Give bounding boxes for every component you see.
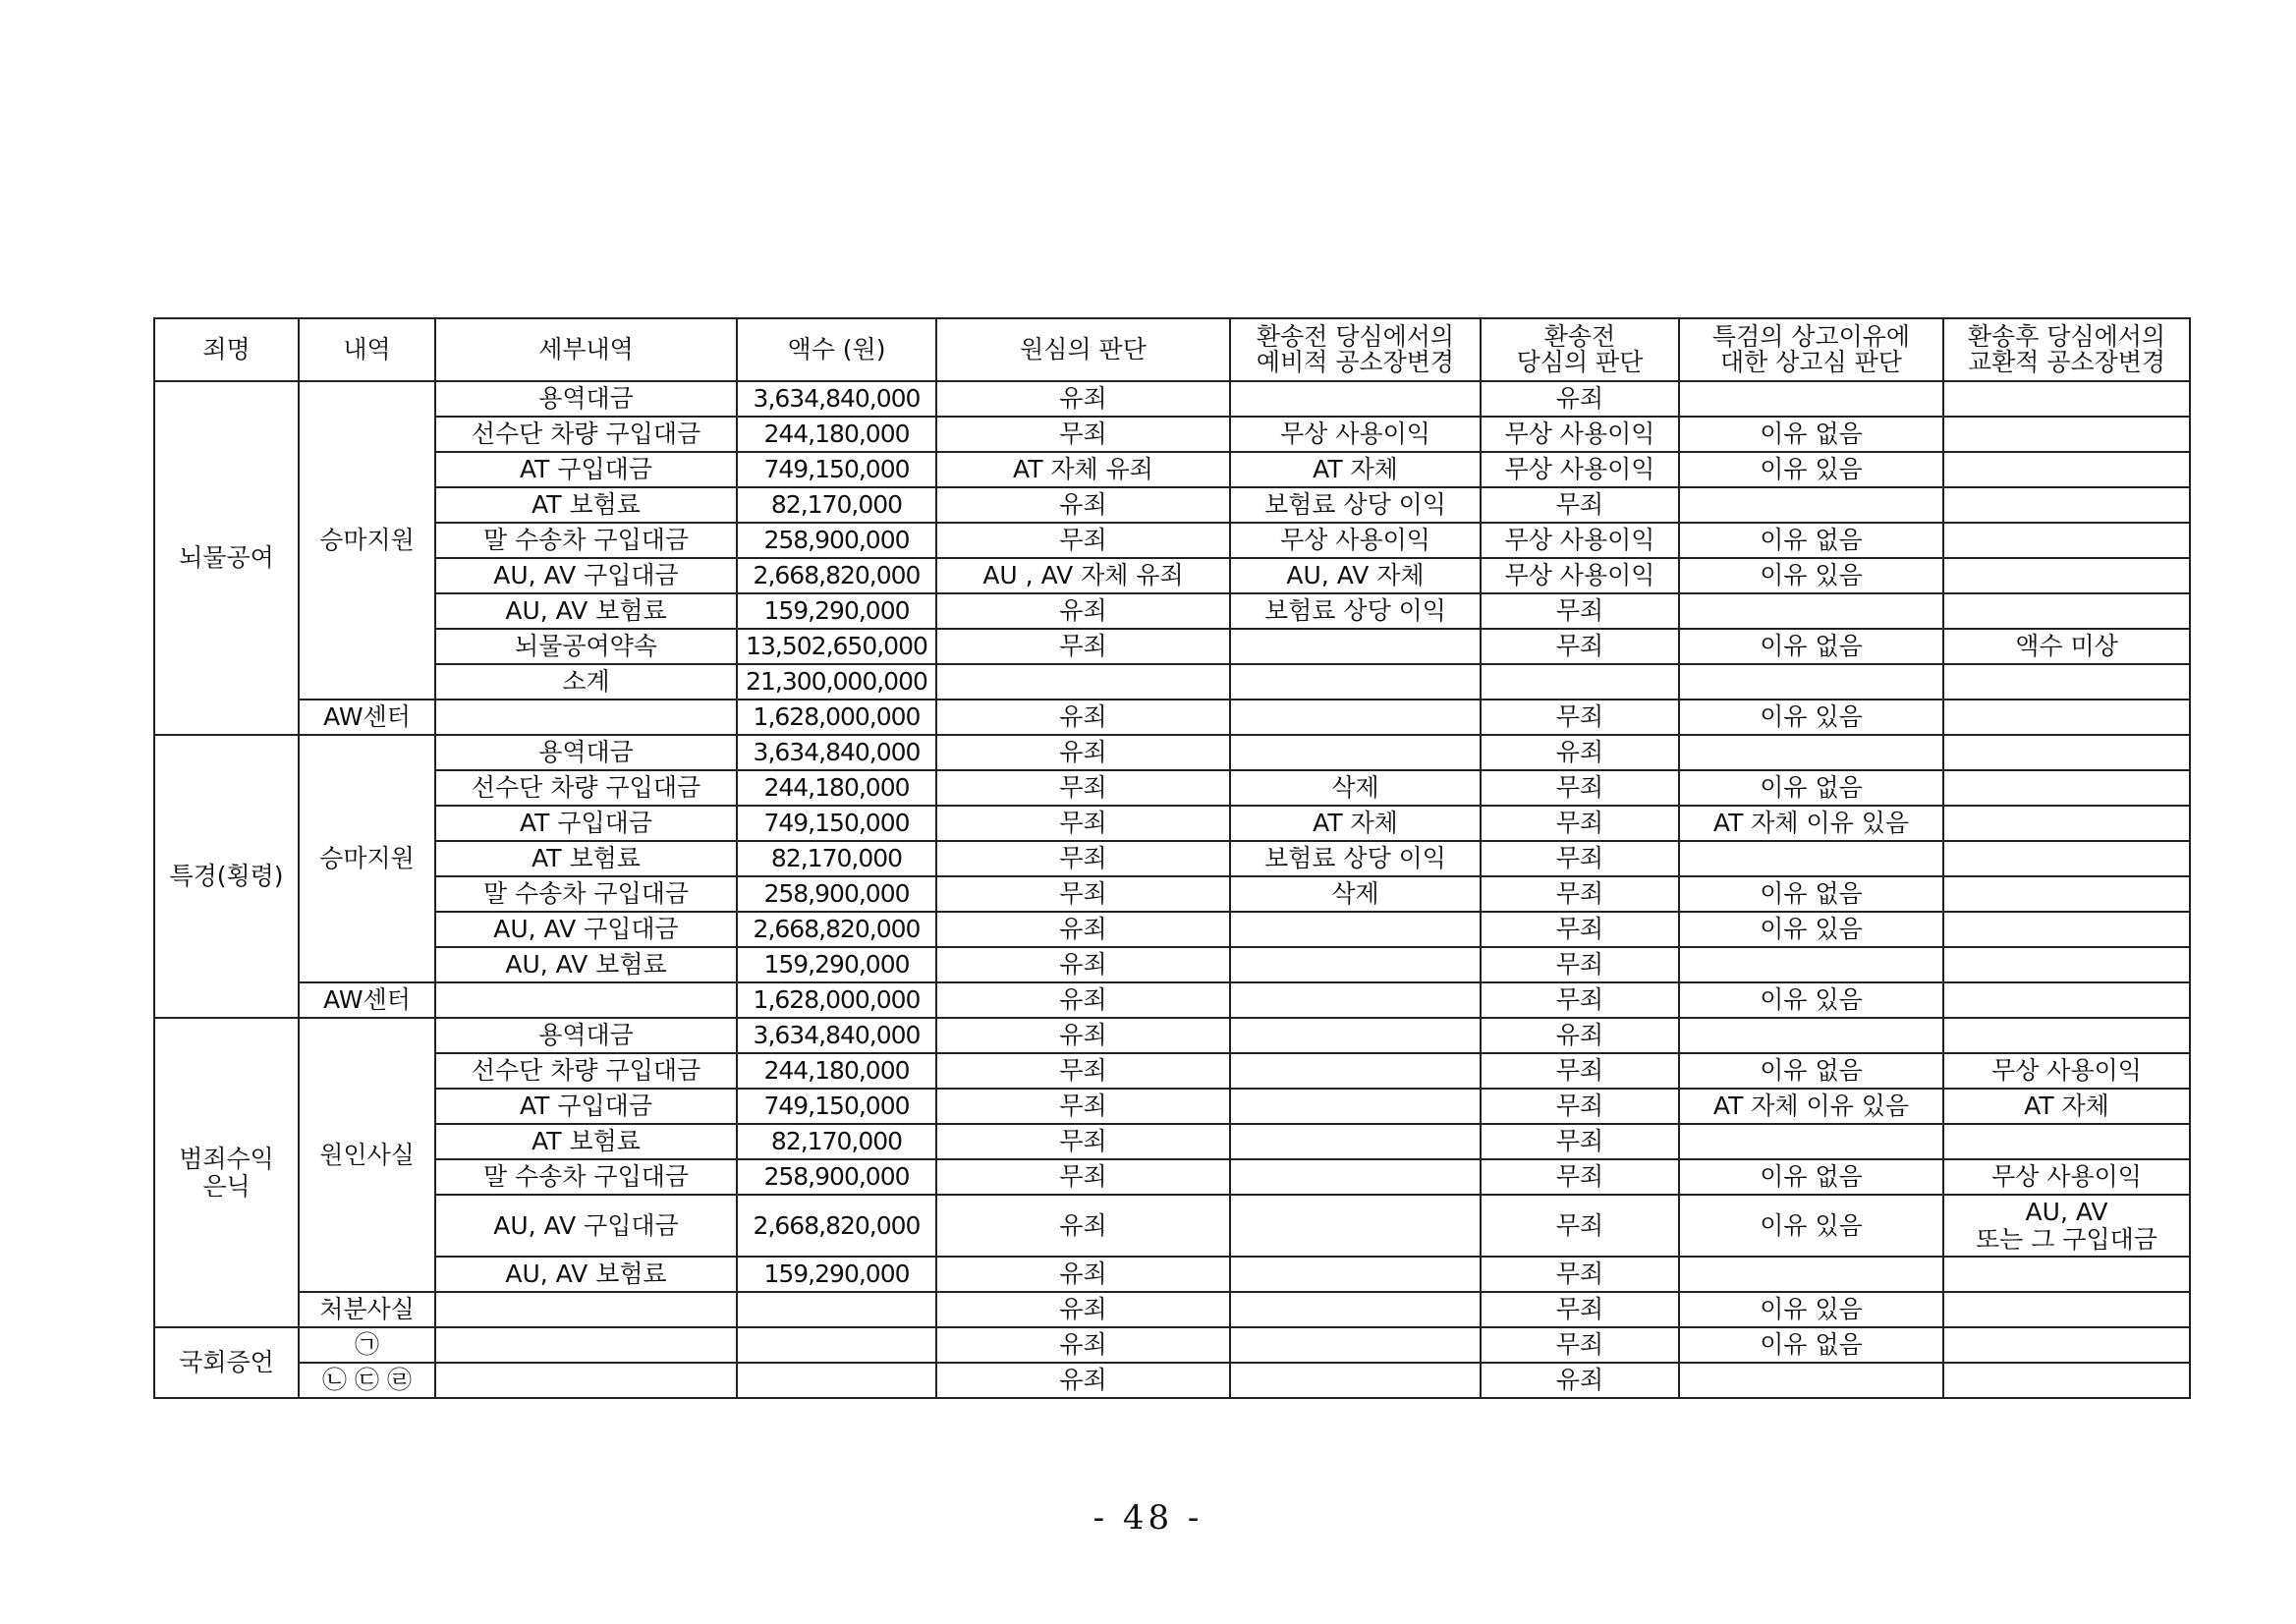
detail-cell: 선수단 차량 구입대금	[435, 770, 737, 806]
prelim-cell: 무상 사용이익	[1230, 523, 1481, 558]
table-row	[154, 1089, 2190, 1124]
after-cell	[1943, 452, 2190, 487]
appeal-cell	[1679, 487, 1943, 523]
amount-cell: 82,170,000	[737, 487, 936, 523]
after-cell	[1943, 947, 2190, 982]
table-row	[154, 1159, 2190, 1195]
header-line: 대한 상고심 판단	[1720, 348, 1902, 376]
prelim-cell: 삭제	[1230, 876, 1481, 912]
header-line: 교환적 공소장변경	[1967, 348, 2166, 376]
after-cell	[1943, 381, 2190, 417]
before-cell: 무죄	[1481, 841, 1679, 876]
before-cell: 무상 사용이익	[1481, 452, 1679, 487]
amount-cell: 258,900,000	[737, 1159, 936, 1195]
after-cell	[1943, 1327, 2190, 1363]
table-row	[154, 1363, 2190, 1398]
prelim-cell	[1230, 982, 1481, 1018]
table-row	[154, 1257, 2190, 1292]
appeal-cell: 이유 없음	[1679, 629, 1943, 664]
prelim-cell: 무상 사용이익	[1230, 417, 1481, 452]
after-cell	[1943, 700, 2190, 735]
before-cell: 무죄	[1481, 1089, 1679, 1124]
amount-cell: 13,502,650,000	[737, 629, 936, 664]
header-appeal-judgment	[1679, 318, 1943, 381]
header-amount: 액수 (원)	[737, 318, 936, 381]
table-header	[154, 318, 2190, 381]
appeal-cell: 이유 없음	[1679, 1053, 1943, 1089]
after-cell	[1943, 417, 2190, 452]
orig-cell: 무죄	[936, 841, 1230, 876]
table-row	[154, 1195, 2190, 1257]
detail-cell: 말 수송차 구입대금	[435, 1159, 737, 1195]
prelim-cell	[1230, 947, 1481, 982]
appeal-cell: 이유 없음	[1679, 876, 1943, 912]
amount-cell: 749,150,000	[737, 806, 936, 841]
amount-cell: 244,180,000	[737, 770, 936, 806]
table-row	[154, 947, 2190, 982]
after-line: AU, AV	[2025, 1197, 2108, 1226]
header-crime: 죄명	[154, 318, 299, 381]
after-cell	[1943, 876, 2190, 912]
after-line: 또는 그 구입대금	[1976, 1224, 2157, 1254]
orig-cell: 유죄	[936, 1292, 1230, 1327]
detail-cell: 용역대금	[435, 381, 737, 417]
orig-cell: 유죄	[936, 1018, 1230, 1053]
prelim-cell	[1230, 1124, 1481, 1159]
prelim-cell	[1230, 1053, 1481, 1089]
after-cell	[1943, 912, 2190, 947]
amount-cell	[737, 1327, 936, 1363]
orig-cell: 무죄	[936, 1124, 1230, 1159]
amount-cell: 159,290,000	[737, 1257, 936, 1292]
detail-cell: AU, AV 보험료	[435, 593, 737, 629]
appeal-cell	[1679, 664, 1943, 700]
crime-line: 은닉	[202, 1171, 251, 1201]
appeal-cell: 이유 있음	[1679, 452, 1943, 487]
prelim-cell	[1230, 1292, 1481, 1327]
amount-cell: 1,628,000,000	[737, 982, 936, 1018]
detail-cell: AT 구입대금	[435, 806, 737, 841]
orig-cell: 무죄	[936, 770, 1230, 806]
header-preliminary-amendment	[1230, 318, 1481, 381]
table-row	[154, 629, 2190, 664]
detail-cell: 말 수송차 구입대금	[435, 523, 737, 558]
orig-cell: 무죄	[936, 806, 1230, 841]
prelim-cell	[1230, 664, 1481, 700]
after-cell	[1943, 1363, 2190, 1398]
before-cell: 무죄	[1481, 1257, 1679, 1292]
header-line: 당심의 판단	[1516, 348, 1644, 376]
detail-cell: AT 보험료	[435, 487, 737, 523]
before-cell: 무죄	[1481, 806, 1679, 841]
table-row	[154, 1327, 2190, 1363]
orig-cell: 무죄	[936, 523, 1230, 558]
orig-cell: 유죄	[936, 1257, 1230, 1292]
prelim-cell: AU, AV 자체	[1230, 558, 1481, 593]
table-row	[154, 982, 2190, 1018]
orig-cell: 유죄	[936, 735, 1230, 770]
before-cell: 유죄	[1481, 381, 1679, 417]
orig-cell: 유죄	[936, 1195, 1230, 1257]
detail-cell: 말 수송차 구입대금	[435, 876, 737, 912]
prelim-cell	[1230, 381, 1481, 417]
header-before-remand	[1481, 318, 1679, 381]
appeal-cell: 이유 없음	[1679, 523, 1943, 558]
amount-cell: 258,900,000	[737, 876, 936, 912]
after-cell	[1943, 982, 2190, 1018]
orig-cell: 무죄	[936, 1053, 1230, 1089]
header-line: 환송전 당심에서의	[1256, 322, 1455, 351]
appeal-cell	[1679, 947, 1943, 982]
table-row	[154, 1053, 2190, 1089]
table-row	[154, 487, 2190, 523]
before-cell: 무죄	[1481, 700, 1679, 735]
orig-cell	[936, 664, 1230, 700]
category-cell: 승마지원	[299, 381, 435, 700]
after-cell	[1943, 1292, 2190, 1327]
page-number: - 48 -	[1092, 1498, 1204, 1538]
orig-cell: 무죄	[936, 1089, 1230, 1124]
after-cell: 무상 사용이익	[1943, 1053, 2190, 1089]
before-cell: 무죄	[1481, 1159, 1679, 1195]
before-cell: 무죄	[1481, 1292, 1679, 1327]
detail-cell	[435, 982, 737, 1018]
after-cell	[1943, 1195, 2190, 1257]
prelim-cell	[1230, 1327, 1481, 1363]
orig-cell: AU , AV 자체 유죄	[936, 558, 1230, 593]
table-body	[154, 381, 2190, 1398]
category-cell: ㉡ ㉢ ㉣	[299, 1363, 435, 1398]
detail-cell: AU, AV 구입대금	[435, 1195, 737, 1257]
detail-cell	[435, 1327, 737, 1363]
appeal-cell	[1679, 381, 1943, 417]
table-row	[154, 806, 2190, 841]
after-cell	[1943, 487, 2190, 523]
header-after-remand-amendment	[1943, 318, 2190, 381]
amount-cell: 159,290,000	[737, 947, 936, 982]
detail-cell	[435, 1363, 737, 1398]
amount-cell: 2,668,820,000	[737, 912, 936, 947]
before-cell: 무죄	[1481, 629, 1679, 664]
orig-cell: 유죄	[936, 487, 1230, 523]
prelim-cell: 보험료 상당 이익	[1230, 593, 1481, 629]
amount-cell: 3,634,840,000	[737, 381, 936, 417]
amount-cell	[737, 1363, 936, 1398]
before-cell: 무상 사용이익	[1481, 523, 1679, 558]
table-row	[154, 523, 2190, 558]
orig-cell: 유죄	[936, 700, 1230, 735]
after-cell	[1943, 806, 2190, 841]
appeal-cell: 이유 없음	[1679, 1327, 1943, 1363]
prelim-cell	[1230, 1195, 1481, 1257]
category-cell: 처분사실	[299, 1292, 435, 1327]
header-original-judgment: 원심의 판단	[936, 318, 1230, 381]
after-cell	[1943, 1257, 2190, 1292]
before-cell: 무상 사용이익	[1481, 558, 1679, 593]
table-row	[154, 452, 2190, 487]
prelim-cell	[1230, 1089, 1481, 1124]
header-detail: 세부내역	[435, 318, 737, 381]
prelim-cell	[1230, 629, 1481, 664]
after-cell: 무상 사용이익	[1943, 1159, 2190, 1195]
header-line: 예비적 공소장변경	[1256, 348, 1455, 376]
header-line: 환송후 당심에서의	[1967, 322, 2166, 351]
prelim-cell	[1230, 1159, 1481, 1195]
prelim-cell: AT 자체	[1230, 452, 1481, 487]
appeal-cell: 이유 없음	[1679, 417, 1943, 452]
crime-cell: 국회증언	[154, 1327, 299, 1398]
orig-cell: 무죄	[936, 417, 1230, 452]
table-row	[154, 381, 2190, 417]
detail-cell	[435, 700, 737, 735]
detail-cell: AT 보험료	[435, 841, 737, 876]
before-cell: 무죄	[1481, 876, 1679, 912]
after-cell	[1943, 664, 2190, 700]
crime-cell	[154, 1018, 299, 1327]
detail-cell: AT 구입대금	[435, 452, 737, 487]
detail-cell: AT 구입대금	[435, 1089, 737, 1124]
before-cell: 무죄	[1481, 487, 1679, 523]
category-cell: AW센터	[299, 982, 435, 1018]
detail-cell: 선수단 차량 구입대금	[435, 417, 737, 452]
detail-cell: 선수단 차량 구입대금	[435, 1053, 737, 1089]
appeal-cell	[1679, 1124, 1943, 1159]
category-cell: 승마지원	[299, 735, 435, 982]
orig-cell: 무죄	[936, 1159, 1230, 1195]
table-row	[154, 770, 2190, 806]
table-row	[154, 1292, 2190, 1327]
amount-cell: 3,634,840,000	[737, 1018, 936, 1053]
after-cell: 액수 미상	[1943, 629, 2190, 664]
prelim-cell	[1230, 1257, 1481, 1292]
after-cell	[1943, 523, 2190, 558]
table-row	[154, 593, 2190, 629]
amount-cell: 82,170,000	[737, 841, 936, 876]
after-cell	[1943, 770, 2190, 806]
prelim-cell	[1230, 1363, 1481, 1398]
before-cell: 무죄	[1481, 1053, 1679, 1089]
table-row	[154, 841, 2190, 876]
table-row	[154, 1124, 2190, 1159]
prelim-cell: AT 자체	[1230, 806, 1481, 841]
after-cell	[1943, 1018, 2190, 1053]
amount-cell: 749,150,000	[737, 452, 936, 487]
appeal-cell	[1679, 593, 1943, 629]
prelim-cell	[1230, 1018, 1481, 1053]
table-row	[154, 700, 2190, 735]
appeal-cell: 이유 있음	[1679, 1292, 1943, 1327]
prelim-cell	[1230, 700, 1481, 735]
before-cell: 유죄	[1481, 1363, 1679, 1398]
appeal-cell: AT 자체 이유 있음	[1679, 806, 1943, 841]
before-cell: 무죄	[1481, 593, 1679, 629]
before-cell	[1481, 664, 1679, 700]
category-cell: ㉠	[299, 1327, 435, 1363]
appeal-cell: 이유 있음	[1679, 558, 1943, 593]
after-cell	[1943, 1124, 2190, 1159]
detail-cell: 뇌물공여약속	[435, 629, 737, 664]
crime-cell: 특경(횡령)	[154, 735, 299, 1018]
header-line: 환송전	[1543, 322, 1616, 351]
after-cell: AT 자체	[1943, 1089, 2190, 1124]
prelim-cell: 보험료 상당 이익	[1230, 841, 1481, 876]
appeal-cell	[1679, 735, 1943, 770]
appeal-cell: 이유 있음	[1679, 912, 1943, 947]
orig-cell: AT 자체 유죄	[936, 452, 1230, 487]
before-cell: 무죄	[1481, 1195, 1679, 1257]
category-cell: 원인사실	[299, 1018, 435, 1292]
appeal-cell: 이유 있음	[1679, 1195, 1943, 1257]
orig-cell: 유죄	[936, 381, 1230, 417]
detail-cell: AU, AV 보험료	[435, 947, 737, 982]
appeal-cell: AT 자체 이유 있음	[1679, 1089, 1943, 1124]
amount-cell: 3,634,840,000	[737, 735, 936, 770]
before-cell: 무죄	[1481, 947, 1679, 982]
detail-cell: 용역대금	[435, 735, 737, 770]
category-cell: AW센터	[299, 700, 435, 735]
appeal-cell	[1679, 1018, 1943, 1053]
prelim-cell	[1230, 912, 1481, 947]
crime-line: 범죄수익	[179, 1144, 274, 1173]
table-row	[154, 664, 2190, 700]
appeal-cell: 이유 없음	[1679, 770, 1943, 806]
detail-cell: AU, AV 구입대금	[435, 912, 737, 947]
appeal-cell	[1679, 841, 1943, 876]
table-row	[154, 912, 2190, 947]
header-category: 내역	[299, 318, 435, 381]
before-cell: 유죄	[1481, 1018, 1679, 1053]
detail-cell: 용역대금	[435, 1018, 737, 1053]
table-row	[154, 1018, 2190, 1053]
amount-cell: 21,300,000,000	[737, 664, 936, 700]
orig-cell: 무죄	[936, 876, 1230, 912]
detail-cell	[435, 1292, 737, 1327]
appeal-cell	[1679, 1257, 1943, 1292]
appeal-cell: 이유 없음	[1679, 1159, 1943, 1195]
prelim-cell: 보험료 상당 이익	[1230, 487, 1481, 523]
table-row	[154, 735, 2190, 770]
amount-cell: 258,900,000	[737, 523, 936, 558]
amount-cell: 82,170,000	[737, 1124, 936, 1159]
orig-cell: 무죄	[936, 629, 1230, 664]
crime-cell: 뇌물공여	[154, 381, 299, 735]
table-row	[154, 558, 2190, 593]
table-row	[154, 876, 2190, 912]
amount-cell	[737, 1292, 936, 1327]
amount-cell: 2,668,820,000	[737, 1195, 936, 1257]
before-cell: 무죄	[1481, 1327, 1679, 1363]
detail-cell: AT 보험료	[435, 1124, 737, 1159]
amount-cell: 244,180,000	[737, 1053, 936, 1089]
orig-cell: 유죄	[936, 912, 1230, 947]
table-row	[154, 417, 2190, 452]
before-cell: 무죄	[1481, 770, 1679, 806]
detail-cell: AU, AV 보험료	[435, 1257, 737, 1292]
amount-cell: 1,628,000,000	[737, 700, 936, 735]
prelim-cell: 삭제	[1230, 770, 1481, 806]
prelim-cell	[1230, 735, 1481, 770]
amount-cell: 749,150,000	[737, 1089, 936, 1124]
before-cell: 유죄	[1481, 735, 1679, 770]
header-line: 특검의 상고이유에	[1711, 322, 1911, 351]
before-cell: 무상 사용이익	[1481, 417, 1679, 452]
amount-cell: 2,668,820,000	[737, 558, 936, 593]
detail-cell: AU, AV 구입대금	[435, 558, 737, 593]
amount-cell: 244,180,000	[737, 417, 936, 452]
judgment-table	[153, 317, 2191, 1399]
after-cell	[1943, 593, 2190, 629]
detail-cell: 소계	[435, 664, 737, 700]
before-cell: 무죄	[1481, 912, 1679, 947]
after-cell	[1943, 841, 2190, 876]
before-cell: 무죄	[1481, 1124, 1679, 1159]
orig-cell: 유죄	[936, 1363, 1230, 1398]
orig-cell: 유죄	[936, 593, 1230, 629]
before-cell: 무죄	[1481, 982, 1679, 1018]
amount-cell: 159,290,000	[737, 593, 936, 629]
orig-cell: 유죄	[936, 982, 1230, 1018]
appeal-cell	[1679, 1363, 1943, 1398]
orig-cell: 유죄	[936, 1327, 1230, 1363]
after-cell	[1943, 558, 2190, 593]
orig-cell: 유죄	[936, 947, 1230, 982]
after-cell	[1943, 735, 2190, 770]
appeal-cell: 이유 있음	[1679, 982, 1943, 1018]
appeal-cell: 이유 있음	[1679, 700, 1943, 735]
